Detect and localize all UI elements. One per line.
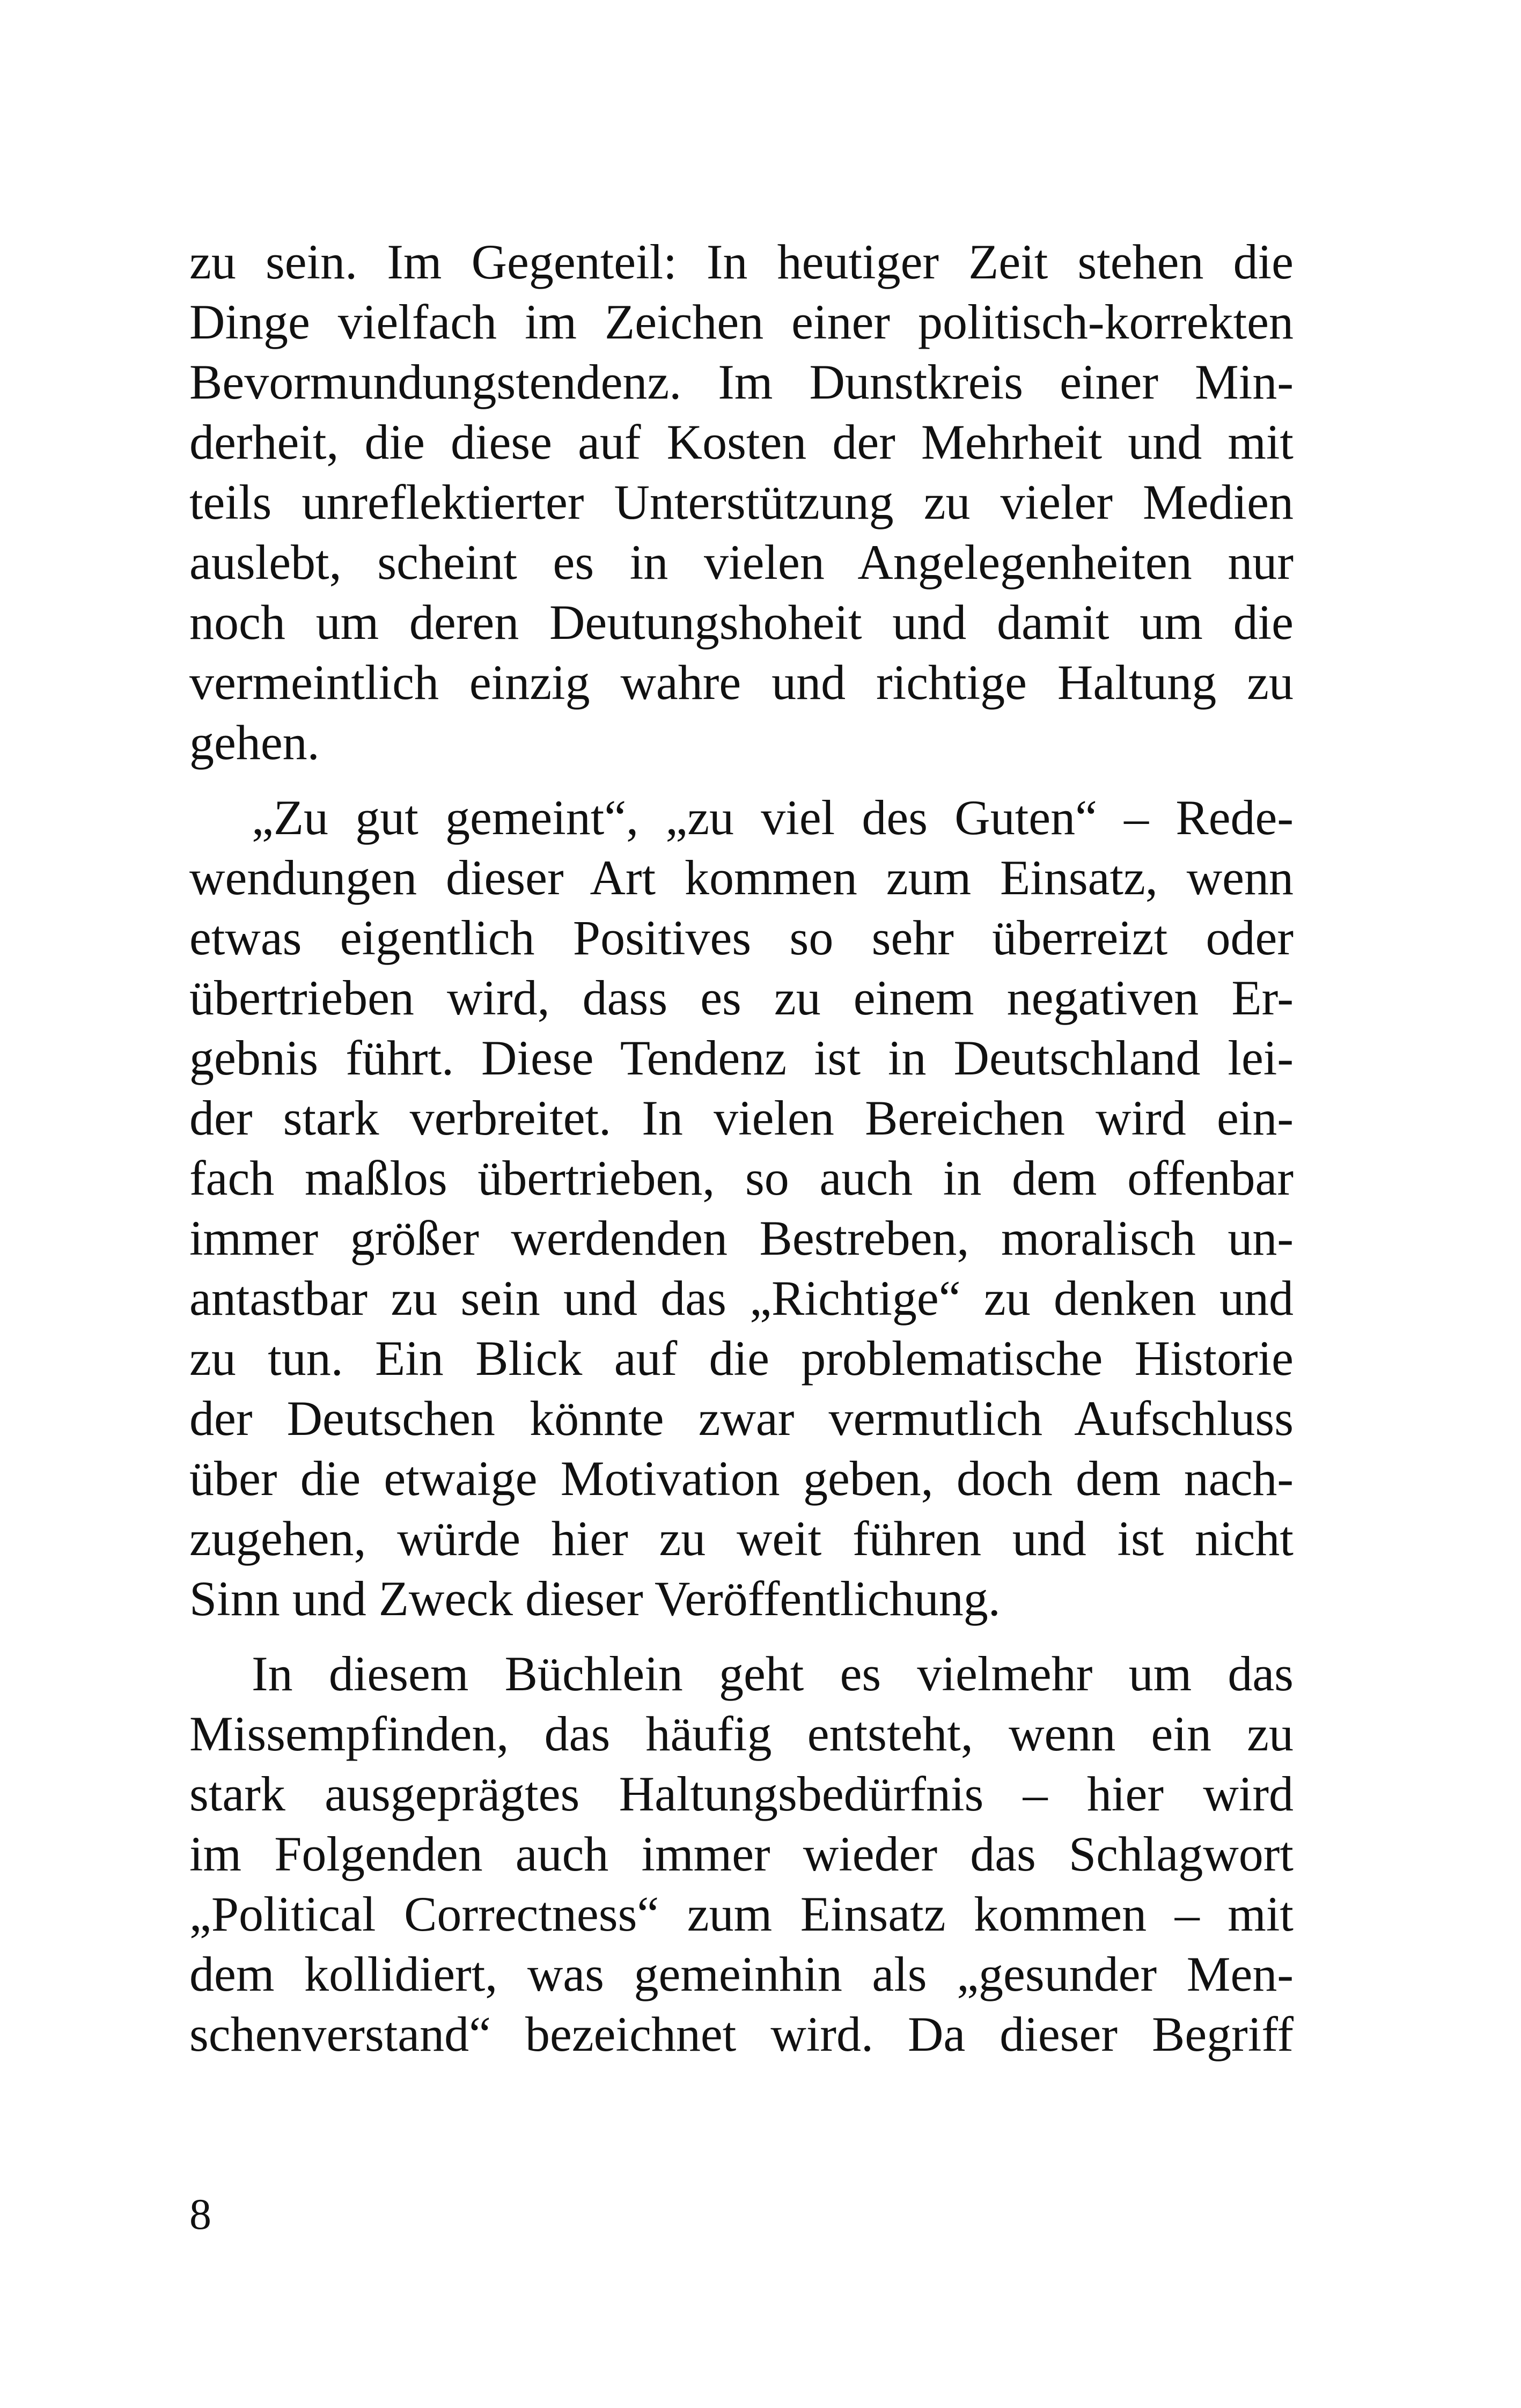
text-line: zu sein. Im Gegenteil: In heutiger Zeit stehen die: [189, 234, 1294, 289]
text-line: antastbar zu sein und das „Richtige“ zu denken und: [189, 1271, 1294, 1325]
text-line-indented: [189, 1644, 1294, 1704]
text-line: der stark verbreitet. In vielen Bereichen wird ein-: [189, 1091, 1294, 1145]
text-line: übertrieben wird, dass es zu einem negativen Er-: [189, 970, 1294, 1025]
text-line: Bevormundungstendenz. Im Dunstkreis einer Min-: [189, 355, 1294, 409]
text-line: teils unreflektierter Unterstützung zu vieler Medien: [189, 475, 1294, 529]
text-line: vermeintlich einzig wahre und richtige Haltung zu: [189, 655, 1294, 710]
text-line: auslebt, scheint es in vielen Angelegenheiten nur: [189, 535, 1294, 590]
paragraph-1: [189, 232, 1294, 772]
paragraph-3: [189, 1644, 1294, 2064]
body-text: [189, 232, 1294, 2064]
text-line: Missempfinden, das häufig entsteht, wenn ein zu: [189, 1706, 1294, 1761]
text-line: derheit, die diese auf Kosten der Mehrheit und mit: [189, 415, 1294, 469]
text-line: etwas eigentlich Positives so sehr überreizt oder: [189, 910, 1294, 965]
text-line: Dinge vielfach im Zeichen einer politisch-korrekten: [189, 294, 1294, 349]
text-line: im Folgenden auch immer wieder das Schlagwort: [189, 1827, 1294, 1881]
text-line: gehen.: [189, 715, 320, 770]
text-line: über die etwaige Motivation geben, doch dem nach-: [189, 1451, 1294, 1506]
text-line: wendungen dieser Art kommen zum Einsatz, wenn: [189, 850, 1294, 905]
text-line: fach maßlos übertrieben, so auch in dem offenbar: [189, 1151, 1294, 1205]
text-line: noch um deren Deutungshoheit und damit um die: [189, 595, 1294, 650]
text-line: schenverstand“ bezeichnet wird. Da dieser Begriff: [189, 2007, 1294, 2061]
text-line: dem kollidiert, was gemeinhin als „gesunder Men-: [189, 1947, 1294, 2001]
paragraph-2: [189, 787, 1294, 1629]
text-line: „Political Correctness“ zum Einsatz kommen – mit: [189, 1887, 1294, 1941]
text-line: „Zu gut gemeint“, „zu viel des Guten“ – Rede-: [252, 790, 1294, 845]
text-line: gebnis führt. Diese Tendenz ist in Deutschland lei-: [189, 1030, 1294, 1085]
text-line: Sinn und Zweck dieser Veröffentlichung.: [189, 1571, 1001, 1626]
page-number: 8: [189, 2190, 211, 2238]
text-line: stark ausgeprägtes Haltungsbedürfnis – hier wird: [189, 1766, 1294, 1821]
text-line-indented: [189, 787, 1294, 848]
text-line: In diesem Büchlein geht es vielmehr um das: [252, 1646, 1294, 1701]
text-line: zugehen, würde hier zu weit führen und ist nicht: [189, 1511, 1294, 1566]
text-line: zu tun. Ein Blick auf die problematische Historie: [189, 1331, 1294, 1386]
text-line: der Deutschen könnte zwar vermutlich Aufschluss: [189, 1391, 1294, 1446]
text-line: immer größer werdenden Bestreben, moralisch un-: [189, 1211, 1294, 1265]
